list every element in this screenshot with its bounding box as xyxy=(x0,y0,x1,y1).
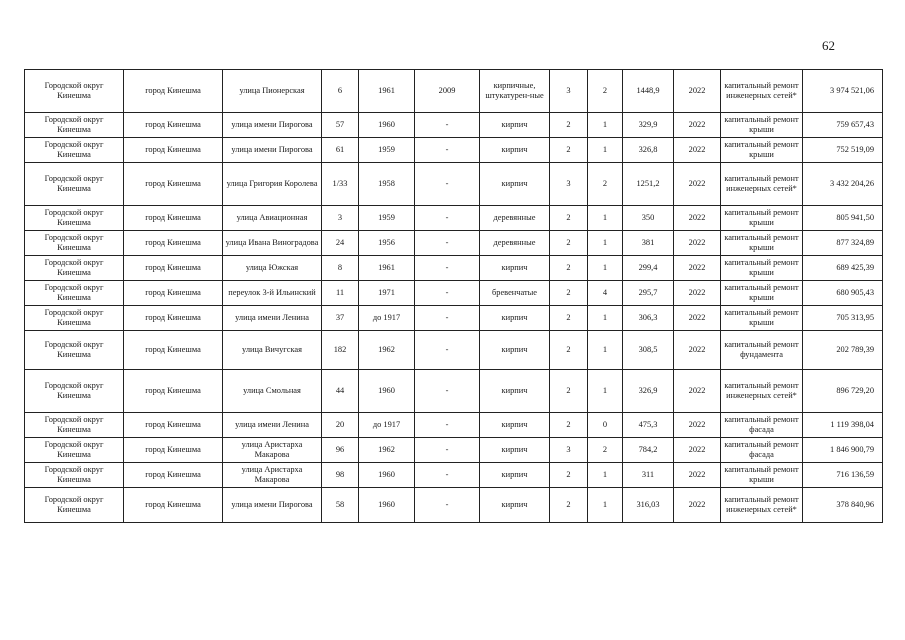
city-cell: город Кинешма xyxy=(124,463,223,488)
floors-cell: 2 xyxy=(550,138,588,163)
entrances-cell: 1 xyxy=(588,488,623,523)
house-number-cell: 3 xyxy=(322,206,359,231)
district-cell: Городской округ Кинешма xyxy=(25,413,124,438)
last-overhaul-year-cell: - xyxy=(415,438,480,463)
wall-material-cell: кирпич xyxy=(480,413,550,438)
street-cell: улица Вичугская xyxy=(223,331,322,370)
entrances-cell: 1 xyxy=(588,206,623,231)
cost-cell: 877 324,89 xyxy=(803,231,883,256)
table-row xyxy=(25,331,883,370)
city-cell: город Кинешма xyxy=(124,138,223,163)
repair-year-cell: 2022 xyxy=(674,113,721,138)
cost-cell: 1 119 398,04 xyxy=(803,413,883,438)
entrances-cell: 1 xyxy=(588,370,623,413)
cost-cell: 202 789,39 xyxy=(803,331,883,370)
year-built-cell: 1956 xyxy=(359,231,415,256)
entrances-cell: 4 xyxy=(588,281,623,306)
table-row xyxy=(25,438,883,463)
repair-year-cell: 2022 xyxy=(674,488,721,523)
street-cell: улица Смольная xyxy=(223,370,322,413)
city-cell: город Кинешма xyxy=(124,281,223,306)
table-row xyxy=(25,138,883,163)
floors-cell: 2 xyxy=(550,113,588,138)
area-cell: 326,9 xyxy=(623,370,674,413)
wall-material-cell: кирпичные, штукатурен-ные xyxy=(480,70,550,113)
district-cell: Городской округ Кинешма xyxy=(25,70,124,113)
floors-cell: 2 xyxy=(550,370,588,413)
table-row xyxy=(25,281,883,306)
district-cell: Городской округ Кинешма xyxy=(25,438,124,463)
house-number-cell: 98 xyxy=(322,463,359,488)
entrances-cell: 2 xyxy=(588,438,623,463)
wall-material-cell: кирпич xyxy=(480,463,550,488)
floors-cell: 2 xyxy=(550,331,588,370)
work-type-cell: капитальный ремонт крыши xyxy=(721,138,803,163)
area-cell: 1251,2 xyxy=(623,163,674,206)
district-cell: Городской округ Кинешма xyxy=(25,463,124,488)
entrances-cell: 0 xyxy=(588,413,623,438)
area-cell: 784,2 xyxy=(623,438,674,463)
street-cell: улица Григория Королева xyxy=(223,163,322,206)
wall-material-cell: кирпич xyxy=(480,488,550,523)
house-number-cell: 44 xyxy=(322,370,359,413)
area-cell: 306,3 xyxy=(623,306,674,331)
cost-cell: 680 905,43 xyxy=(803,281,883,306)
wall-material-cell: деревянные xyxy=(480,231,550,256)
work-type-cell: капитальный ремонт крыши xyxy=(721,306,803,331)
year-built-cell: 1960 xyxy=(359,488,415,523)
city-cell: город Кинешма xyxy=(124,331,223,370)
area-cell: 329,9 xyxy=(623,113,674,138)
entrances-cell: 1 xyxy=(588,113,623,138)
cost-cell: 759 657,43 xyxy=(803,113,883,138)
cost-cell: 805 941,50 xyxy=(803,206,883,231)
wall-material-cell: кирпич xyxy=(480,370,550,413)
repair-year-cell: 2022 xyxy=(674,256,721,281)
area-cell: 1448,9 xyxy=(623,70,674,113)
district-cell: Городской округ Кинешма xyxy=(25,331,124,370)
cost-cell: 1 846 900,79 xyxy=(803,438,883,463)
year-built-cell: 1971 xyxy=(359,281,415,306)
cost-cell: 896 729,20 xyxy=(803,370,883,413)
district-cell: Городской округ Кинешма xyxy=(25,281,124,306)
area-cell: 381 xyxy=(623,231,674,256)
entrances-cell: 1 xyxy=(588,256,623,281)
cost-cell: 689 425,39 xyxy=(803,256,883,281)
table-row xyxy=(25,413,883,438)
street-cell: переулок 3-й Ильинский xyxy=(223,281,322,306)
table-row xyxy=(25,231,883,256)
street-cell: улица Авиационная xyxy=(223,206,322,231)
area-cell: 311 xyxy=(623,463,674,488)
city-cell: город Кинешма xyxy=(124,370,223,413)
last-overhaul-year-cell: - xyxy=(415,113,480,138)
cost-cell: 378 840,96 xyxy=(803,488,883,523)
wall-material-cell: кирпич xyxy=(480,438,550,463)
repair-year-cell: 2022 xyxy=(674,463,721,488)
work-type-cell: капитальный ремонт крыши xyxy=(721,281,803,306)
area-cell: 326,8 xyxy=(623,138,674,163)
repair-year-cell: 2022 xyxy=(674,306,721,331)
city-cell: город Кинешма xyxy=(124,70,223,113)
entrances-cell: 1 xyxy=(588,331,623,370)
district-cell: Городской округ Кинешма xyxy=(25,488,124,523)
cost-cell: 752 519,09 xyxy=(803,138,883,163)
street-cell: улица Южская xyxy=(223,256,322,281)
wall-material-cell: кирпич xyxy=(480,113,550,138)
entrances-cell: 1 xyxy=(588,306,623,331)
cost-cell: 3 432 204,26 xyxy=(803,163,883,206)
page-number: 62 xyxy=(822,38,835,53)
house-number-cell: 6 xyxy=(322,70,359,113)
cost-cell: 705 313,95 xyxy=(803,306,883,331)
repair-year-cell: 2022 xyxy=(674,370,721,413)
entrances-cell: 1 xyxy=(588,231,623,256)
table-row xyxy=(25,256,883,281)
year-built-cell: 1961 xyxy=(359,256,415,281)
last-overhaul-year-cell: - xyxy=(415,306,480,331)
district-cell: Городской округ Кинешма xyxy=(25,306,124,331)
table-row xyxy=(25,113,883,138)
work-type-cell: капитальный ремонт фундамента xyxy=(721,331,803,370)
floors-cell: 2 xyxy=(550,413,588,438)
last-overhaul-year-cell: - xyxy=(415,331,480,370)
street-cell: улица имени Ленина xyxy=(223,413,322,438)
entrances-cell: 1 xyxy=(588,138,623,163)
house-number-cell: 37 xyxy=(322,306,359,331)
area-cell: 316,03 xyxy=(623,488,674,523)
wall-material-cell: кирпич xyxy=(480,138,550,163)
house-number-cell: 24 xyxy=(322,231,359,256)
work-type-cell: капитальный ремонт крыши xyxy=(721,463,803,488)
year-built-cell: до 1917 xyxy=(359,306,415,331)
work-type-cell: капитальный ремонт инженерных сетей* xyxy=(721,370,803,413)
city-cell: город Кинешма xyxy=(124,113,223,138)
floors-cell: 2 xyxy=(550,463,588,488)
last-overhaul-year-cell: - xyxy=(415,413,480,438)
year-built-cell: 1960 xyxy=(359,463,415,488)
table-row xyxy=(25,370,883,413)
city-cell: город Кинешма xyxy=(124,206,223,231)
floors-cell: 2 xyxy=(550,206,588,231)
city-cell: город Кинешма xyxy=(124,306,223,331)
entrances-cell: 1 xyxy=(588,463,623,488)
last-overhaul-year-cell: - xyxy=(415,138,480,163)
area-cell: 308,5 xyxy=(623,331,674,370)
city-cell: город Кинешма xyxy=(124,163,223,206)
table-row xyxy=(25,163,883,206)
district-cell: Городской округ Кинешма xyxy=(25,163,124,206)
floors-cell: 2 xyxy=(550,231,588,256)
last-overhaul-year-cell: - xyxy=(415,488,480,523)
house-number-cell: 11 xyxy=(322,281,359,306)
last-overhaul-year-cell: - xyxy=(415,463,480,488)
street-cell: улица Пионерская xyxy=(223,70,322,113)
area-cell: 475,3 xyxy=(623,413,674,438)
street-cell: улица Аристарха Макарова xyxy=(223,463,322,488)
district-cell: Городской округ Кинешма xyxy=(25,138,124,163)
work-type-cell: капитальный ремонт крыши xyxy=(721,256,803,281)
work-type-cell: капитальный ремонт инженерных сетей* xyxy=(721,70,803,113)
year-built-cell: до 1917 xyxy=(359,413,415,438)
repair-year-cell: 2022 xyxy=(674,206,721,231)
floors-cell: 2 xyxy=(550,488,588,523)
table-row xyxy=(25,306,883,331)
area-cell: 295,7 xyxy=(623,281,674,306)
city-cell: город Кинешма xyxy=(124,438,223,463)
repair-year-cell: 2022 xyxy=(674,438,721,463)
repair-year-cell: 2022 xyxy=(674,70,721,113)
wall-material-cell: кирпич xyxy=(480,256,550,281)
house-number-cell: 61 xyxy=(322,138,359,163)
city-cell: город Кинешма xyxy=(124,413,223,438)
district-cell: Городской округ Кинешма xyxy=(25,256,124,281)
year-built-cell: 1959 xyxy=(359,206,415,231)
year-built-cell: 1959 xyxy=(359,138,415,163)
year-built-cell: 1961 xyxy=(359,70,415,113)
entrances-cell: 2 xyxy=(588,70,623,113)
last-overhaul-year-cell: - xyxy=(415,370,480,413)
floors-cell: 2 xyxy=(550,256,588,281)
house-number-cell: 182 xyxy=(322,331,359,370)
year-built-cell: 1960 xyxy=(359,113,415,138)
work-type-cell: капитальный ремонт фасада xyxy=(721,413,803,438)
area-cell: 299,4 xyxy=(623,256,674,281)
floors-cell: 3 xyxy=(550,70,588,113)
district-cell: Городской округ Кинешма xyxy=(25,231,124,256)
floors-cell: 2 xyxy=(550,306,588,331)
work-type-cell: капитальный ремонт крыши xyxy=(721,113,803,138)
table-row xyxy=(25,488,883,523)
street-cell: улица Ивана Виноградова xyxy=(223,231,322,256)
floors-cell: 3 xyxy=(550,438,588,463)
house-number-cell: 58 xyxy=(322,488,359,523)
year-built-cell: 1962 xyxy=(359,438,415,463)
street-cell: улица имени Ленина xyxy=(223,306,322,331)
floors-cell: 3 xyxy=(550,163,588,206)
work-type-cell: капитальный ремонт фасада xyxy=(721,438,803,463)
repair-year-cell: 2022 xyxy=(674,331,721,370)
city-cell: город Кинешма xyxy=(124,231,223,256)
last-overhaul-year-cell: - xyxy=(415,256,480,281)
wall-material-cell: кирпич xyxy=(480,306,550,331)
table-row xyxy=(25,206,883,231)
street-cell: улица Аристарха Макарова xyxy=(223,438,322,463)
last-overhaul-year-cell: - xyxy=(415,281,480,306)
district-cell: Городской округ Кинешма xyxy=(25,370,124,413)
table-row xyxy=(25,463,883,488)
district-cell: Городской округ Кинешма xyxy=(25,113,124,138)
last-overhaul-year-cell: - xyxy=(415,163,480,206)
year-built-cell: 1960 xyxy=(359,370,415,413)
floors-cell: 2 xyxy=(550,281,588,306)
work-type-cell: капитальный ремонт инженерных сетей* xyxy=(721,163,803,206)
cost-cell: 3 974 521,06 xyxy=(803,70,883,113)
entrances-cell: 2 xyxy=(588,163,623,206)
work-type-cell: капитальный ремонт крыши xyxy=(721,206,803,231)
area-cell: 350 xyxy=(623,206,674,231)
work-type-cell: капитальный ремонт инженерных сетей* xyxy=(721,488,803,523)
cost-cell: 716 136,59 xyxy=(803,463,883,488)
repair-year-cell: 2022 xyxy=(674,163,721,206)
last-overhaul-year-cell: 2009 xyxy=(415,70,480,113)
wall-material-cell: бревенчатые xyxy=(480,281,550,306)
year-built-cell: 1958 xyxy=(359,163,415,206)
year-built-cell: 1962 xyxy=(359,331,415,370)
street-cell: улица имени Пирогова xyxy=(223,138,322,163)
street-cell: улица имени Пирогова xyxy=(223,113,322,138)
repair-year-cell: 2022 xyxy=(674,138,721,163)
table-body xyxy=(25,70,883,523)
house-number-cell: 1/33 xyxy=(322,163,359,206)
work-type-cell: капитальный ремонт крыши xyxy=(721,231,803,256)
last-overhaul-year-cell: - xyxy=(415,231,480,256)
city-cell: город Кинешма xyxy=(124,488,223,523)
city-cell: город Кинешма xyxy=(124,256,223,281)
house-number-cell: 20 xyxy=(322,413,359,438)
street-cell: улица имени Пирогова xyxy=(223,488,322,523)
house-number-cell: 96 xyxy=(322,438,359,463)
housing-repair-table xyxy=(24,69,883,523)
repair-year-cell: 2022 xyxy=(674,413,721,438)
wall-material-cell: деревянные xyxy=(480,206,550,231)
repair-year-cell: 2022 xyxy=(674,231,721,256)
house-number-cell: 57 xyxy=(322,113,359,138)
repair-year-cell: 2022 xyxy=(674,281,721,306)
table-row xyxy=(25,70,883,113)
wall-material-cell: кирпич xyxy=(480,331,550,370)
house-number-cell: 8 xyxy=(322,256,359,281)
last-overhaul-year-cell: - xyxy=(415,206,480,231)
wall-material-cell: кирпич xyxy=(480,163,550,206)
district-cell: Городской округ Кинешма xyxy=(25,206,124,231)
